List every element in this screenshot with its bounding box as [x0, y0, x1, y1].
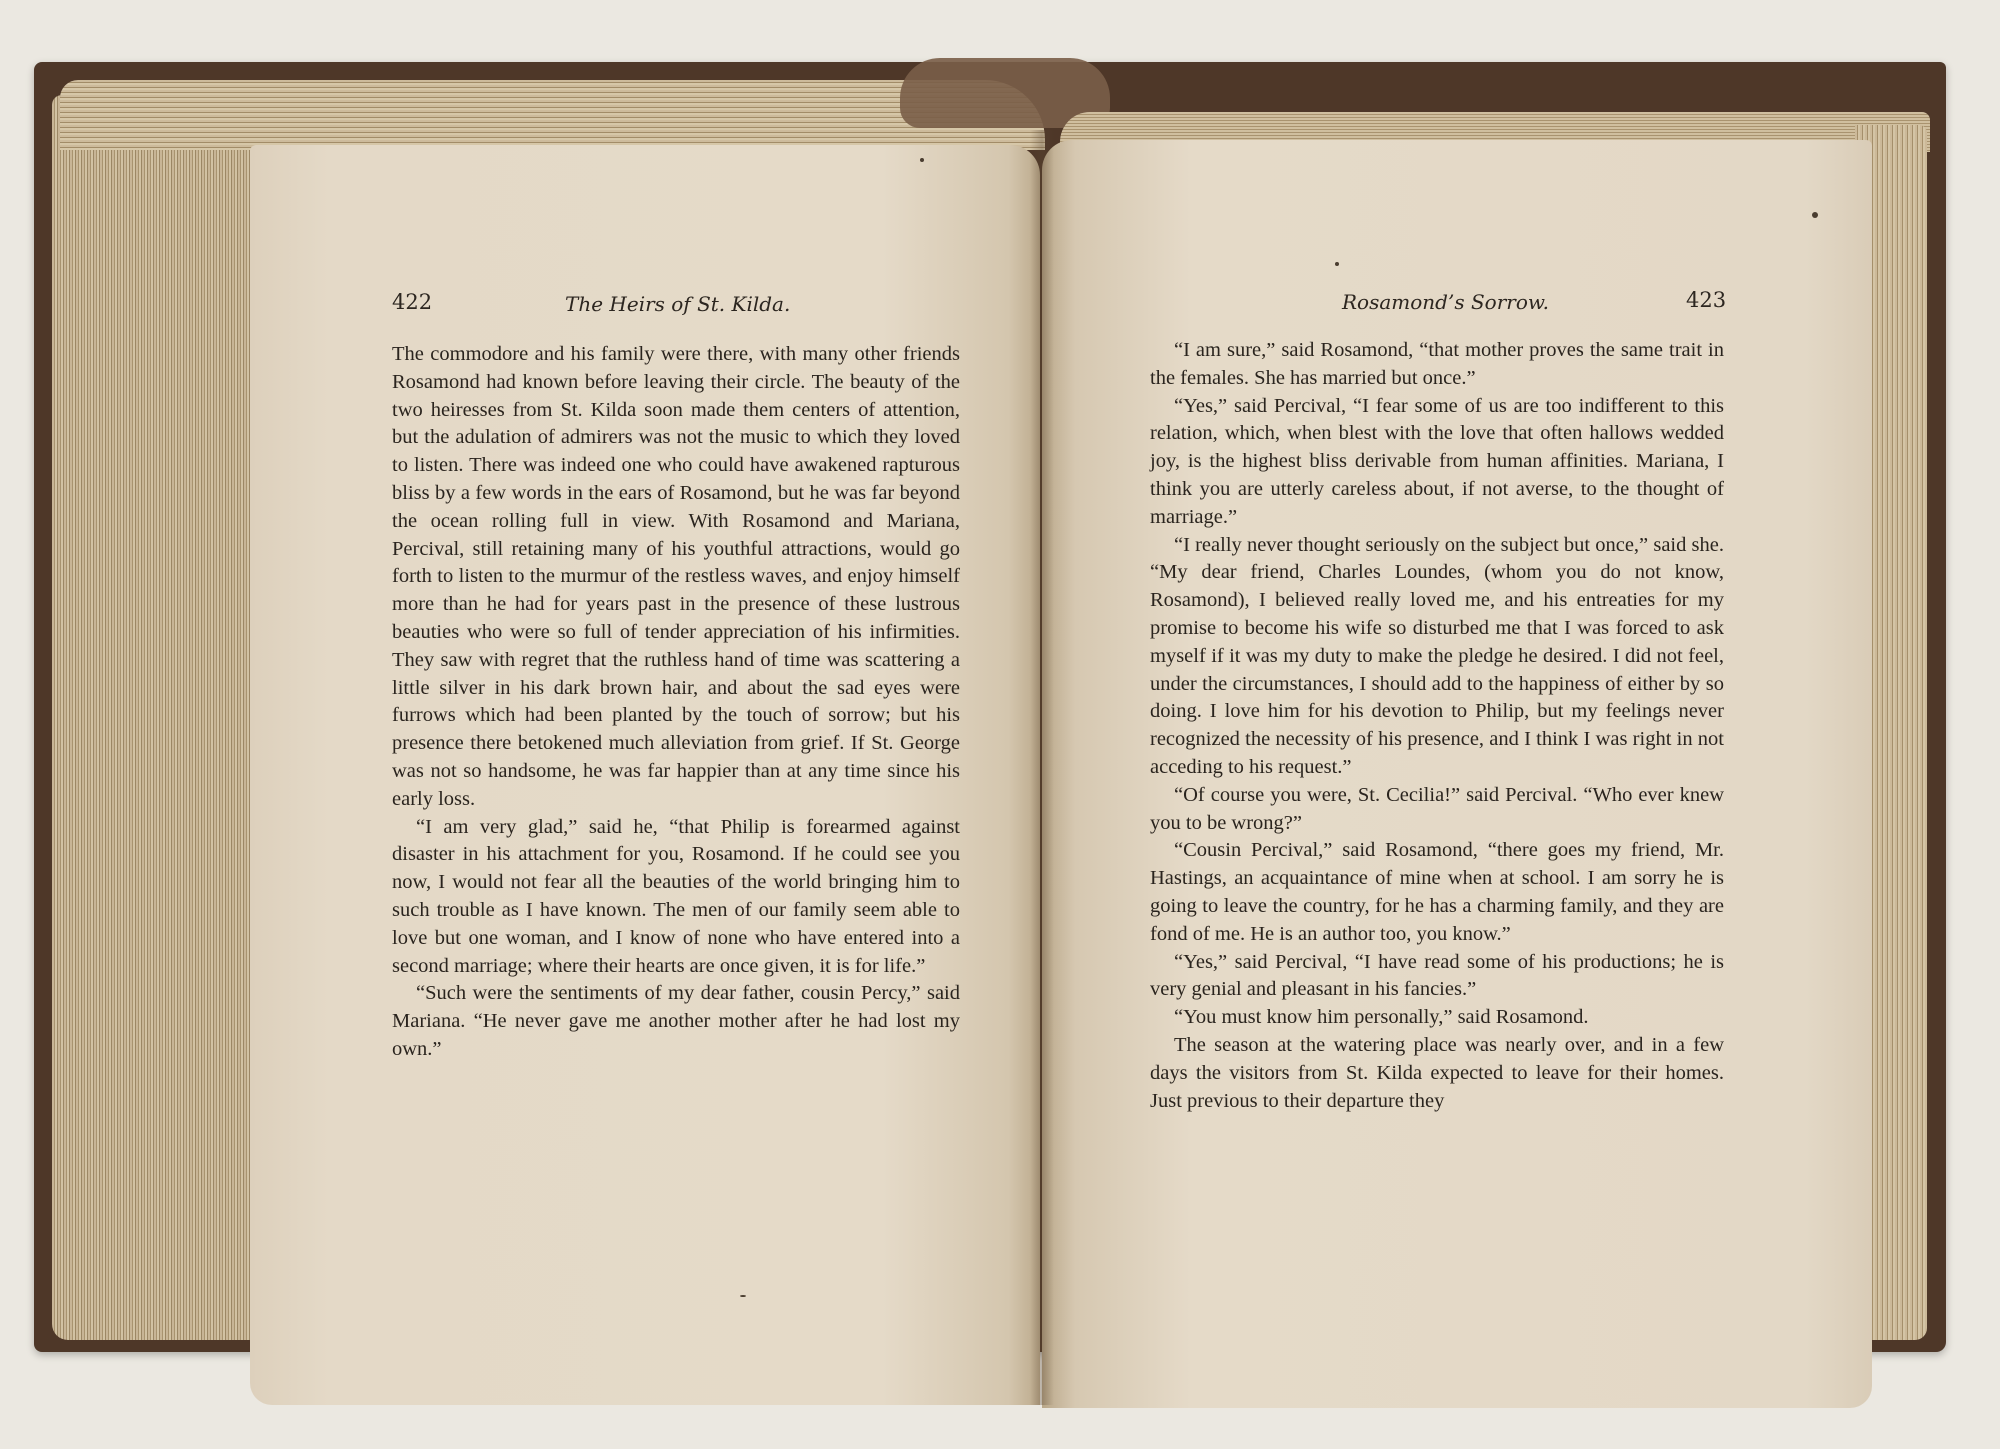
paper-speck [740, 1295, 746, 1297]
paragraph: “Yes,” said Percival, “I fear some of us are too indifferent to this relation, which, when blest with the love that often hallows wedded joy, is the highest bliss derivable from human affinities. Mariana, I think you are utterly careless about, if not averse, to the thought of marriage.” [1150, 394, 1724, 528]
paragraph: “Cousin Percival,” said Rosamond, “there goes my friend, Mr. Hastings, an acquaintance of mine when at school. I am sorry he is going to leave the country, for he has a charming family, and they are fond of me. He is an author too, you know.” [1150, 839, 1724, 945]
paragraph: “I really never thought seriously on the subject but once,” said she. “My dear friend, Charles Loundes, (whom you do not know, Rosamond), I believed really loved me, and his entreaties for my promise to become his wife so disturbed me that I was forced to ask myself if it was my duty to make the pledge he desired. I did not feel, under the circumstances, I should add to the happiness of either by so doing. I love him for his devotion to Philip, but my feelings never recognized the necessity of his presence, and I think I was right in not acceding to his request.” [1150, 533, 1724, 778]
left-top-page-edges [60, 80, 1045, 150]
left-page-edges [52, 95, 262, 1340]
right-page-text [1150, 337, 1724, 1115]
paragraph: “Such were the sentiments of my dear father, cousin Percy,” said Mariana. “He never gave me another mother after he had lost my own.” [392, 982, 960, 1060]
paragraph: “Yes,” said Percival, “I have read some of his productions; he is very genial and pleasant in his fancies.” [1150, 950, 1724, 1001]
paragraph: The commodore and his family were there, with many other friends Rosamond had known before leaving their circle. The beauty of the two heiresses from St. Kilda soon made them centers of attention, but the adulation of admirers was not the music to which they loved to listen. There was indeed one who could have awakened rapturous bliss by a few words in the ears of Rosamond, but he was far beyond the ocean rolling full in view. With Rosamond and Mariana, Percival, still retaining many of his youthful attractions, would go forth to listen to the murmur of the restless waves, and enjoy himself more than he had for years past in the presence of these lustrous beauties who were so full of tender appreciation of his infirmities. They saw with regret that the ruthless hand of time was scattering a little silver in his dark brown hair, and about the sad eyes were furrows which had been planted by the touch of sorrow; but his presence there betokened much alleviation from grief. If St. George was not so handsome, he was far happier than at any time since his early loss. [392, 343, 960, 810]
left-page-number: 422 [392, 290, 433, 314]
paragraph: “I am sure,” said Rosamond, “that mother proves the same trait in the females. She has married but once.” [1150, 339, 1724, 389]
right-page-number: 423 [1686, 288, 1727, 312]
left-page-text [392, 341, 960, 1064]
paragraph: “You must know him personally,” said Rosamond. [1174, 1006, 1589, 1029]
paper-speck [1812, 212, 1818, 218]
paragraph: “Of course you were, St. Cecilia!” said Percival. “Who ever knew you to be wrong?” [1150, 783, 1724, 834]
paragraph: The season at the watering place was nearly over, and in a few days the visitors from St. Kilda expected to leave for their homes. Just previous to their departure they [1150, 1033, 1724, 1112]
paper-speck [920, 158, 924, 162]
paper-speck [1335, 262, 1339, 266]
paragraph: “I am very glad,” said he, “that Philip is forearmed against disaster in his attachment for you, Rosamond. If he could see you now, I would not fear all the beauties of the world bringing him to such trouble as I have known. The men of our family seem able to love but one woman, and I know of none who have entered into a second marriage; where their hearts are once given, it is for life.” [392, 815, 960, 977]
right-running-title: Rosamond’s Sorrow. [1342, 290, 1549, 314]
left-running-title: The Heirs of St. Kilda. [565, 292, 791, 316]
gutter-shadow [1030, 130, 1054, 1405]
